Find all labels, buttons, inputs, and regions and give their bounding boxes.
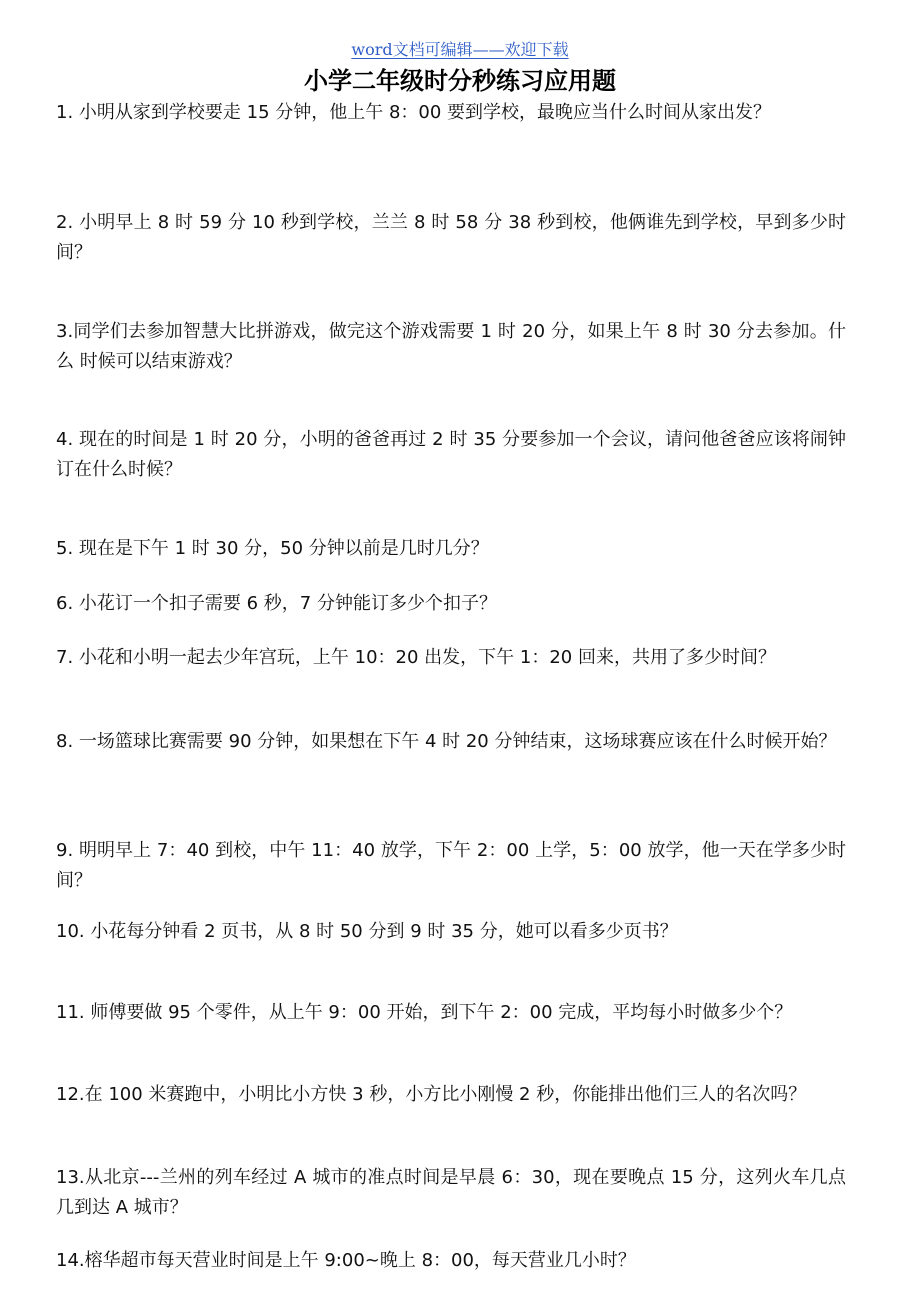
page-title: 小学二年级时分秒练习应用题 (304, 67, 616, 95)
question-7: 7. 小花和小明一起去少年宫玩，上午 10：20 出发，下午 1：20 回来，共用了多少时间？ (56, 647, 776, 668)
question-4: 4. 现在的时间是 1 时 20 分，小明的爸爸再过 2 时 35 分要参加一个会议，请问他爸爸应该将闹钟订在什么时候？ (56, 429, 846, 480)
question-12: 12.在 100 米赛跑中，小明比小方快 3 秒，小方比小刚慢 2 秒，你能排出他们三人的名次吗？ (56, 1084, 807, 1105)
question-11: 11. 师傅要做 95 个零件，从上午 9：00 开始，到下午 2：00 完成，平均每小时做多少个？ (56, 1002, 793, 1023)
header-link-text[interactable]: word文档可编辑——欢迎下载 (351, 40, 569, 59)
question-3: 3.同学们去参加智慧大比拼游戏，做完这个游戏需要 1 时 20 分，如果上午 8 时 30 分去参加。什么 时候可以结束游戏？ (56, 321, 846, 372)
question-10: 10. 小花每分钟看 2 页书，从 8 时 50 分到 9 时 35 分，她可以看多少页书？ (56, 921, 678, 942)
header-download-link[interactable] (0, 40, 920, 60)
question-13: 13.从北京---兰州的列车经过 A 城市的准点时间是早晨 6：30，现在要晚点 15 分，这列火车几点几到达 A 城市？ (56, 1167, 846, 1218)
question-8: 8. 一场篮球比赛需要 90 分钟，如果想在下午 4 时 20 分钟结束，这场球赛应该在什么时候开始？ (56, 731, 837, 752)
question-5: 5. 现在是下午 1 时 30 分，50 分钟以前是几时几分？ (56, 538, 489, 559)
question-1: 1. 小明从家到学校要走 15 分钟，他上午 8：00 要到学校，最晚应当什么时间从家出发？ (56, 102, 772, 123)
question-2: 2. 小明早上 8 时 59 分 10 秒到学校，兰兰 8 时 58 分 38 秒到校，他俩谁先到学校，早到多少时间？ (56, 212, 846, 263)
question-9: 9. 明明早上 7：40 到校，中午 11：40 放学，下午 2：00 上学，5：00 放学，他一天在学多少时间？ (56, 840, 846, 891)
question-6: 6. 小花订一个扣子需要 6 秒，7 分钟能订多少个扣子？ (56, 593, 497, 614)
question-14: 14.榕华超市每天营业时间是上午 9:00~晚上 8：00，每天营业几小时？ (56, 1250, 636, 1271)
